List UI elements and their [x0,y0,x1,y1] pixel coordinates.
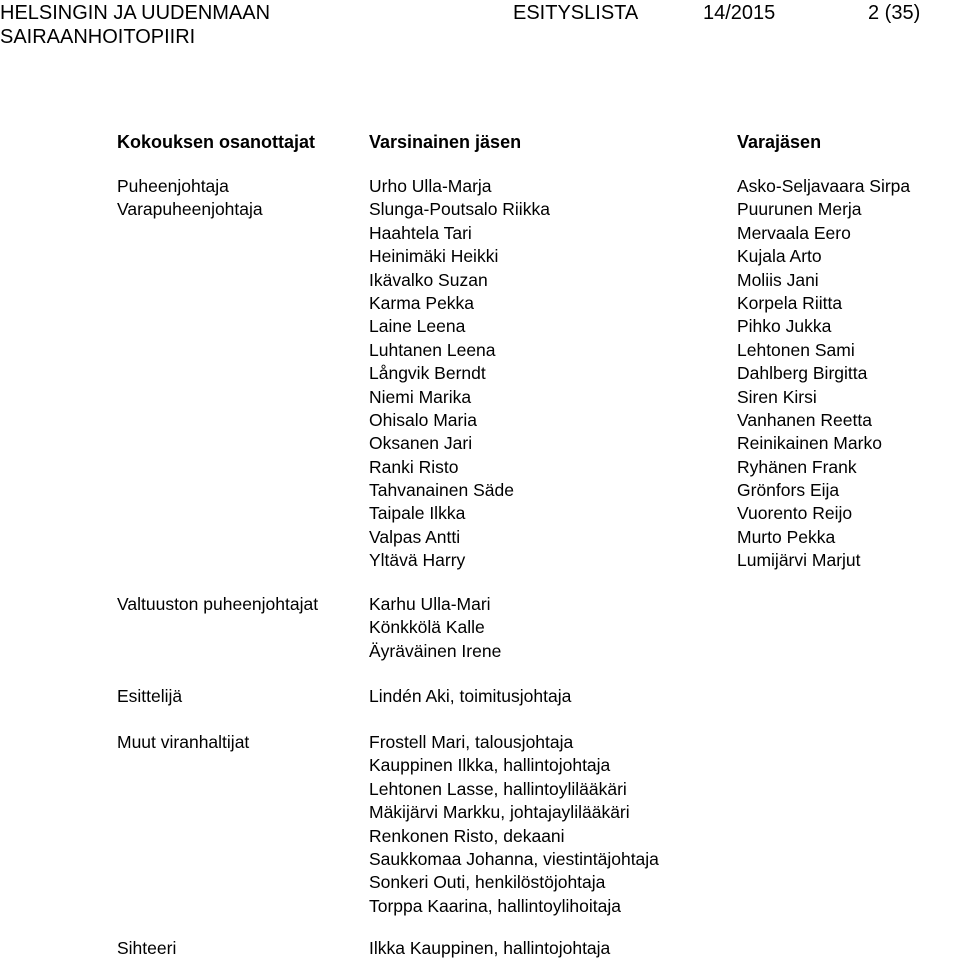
council-chairs-list [369,593,501,663]
heading-member: Varsinainen jäsen [369,132,522,152]
official-name: Lehtonen Lasse, hallintoylilääkäri [369,778,627,799]
other-officials-list [369,731,659,918]
official-name: Sonkeri Outi, henkilöstöjohtaja [369,872,606,893]
deputy-name: Siren Kirsi [737,386,817,407]
deputy-name: Moliis Jani [737,269,819,290]
organization-name-line-2: SAIRAANHOITOPIIRI [0,26,196,48]
deputy-name: Pihko Jukka [737,316,832,337]
deputy-name: Puurunen Merja [737,199,862,220]
official-name: Frostell Mari, talousjohtaja [369,732,574,752]
member-name: Urho Ulla-Marja [369,176,492,196]
member-name: Ohisalo Maria [369,409,477,430]
deputy-name: Dahlberg Birgitta [737,363,868,384]
deputy-name: Asko-Seljavaara Sirpa [737,176,911,196]
member-name: Tahvanainen Säde [369,480,514,501]
secretary-name: Ilkka Kauppinen, hallintojohtaja [369,938,611,958]
official-name: Torppa Kaarina, hallintoylihoitaja [369,895,621,916]
deputy-name: Murto Pekka [737,526,836,547]
deputy-name: Ryhänen Frank [737,456,857,477]
member-name: Långvik Berndt [369,363,486,384]
member-name: Taipale Ilkka [369,503,466,524]
role-chair: Puheenjohtaja [117,176,229,196]
official-name: Renkonen Risto, dekaani [369,825,565,846]
document-number: 14/2015 [703,2,776,24]
heading-deputy: Varajäsen [737,132,822,152]
deputy-name: Lumijärvi Marjut [737,550,861,571]
member-name: Ikävalko Suzan [369,269,488,290]
deputy-name: Vuorento Reijo [737,503,853,524]
presenter-label: Esittelijä [117,686,183,706]
member-name: Haahtela Tari [369,222,472,243]
members-list [369,175,550,573]
organization-name-line-1: HELSINGIN JA UUDENMAAN [0,2,271,24]
council-chair-name: Könkkölä Kalle [369,617,485,638]
deputy-name: Lehtonen Sami [737,339,855,360]
member-name: Niemi Marika [369,386,472,407]
member-name: Luhtanen Leena [369,339,496,360]
deputy-name: Korpela Riitta [737,292,843,313]
deputies-list [737,175,910,573]
member-name: Laine Leena [369,316,466,337]
official-name: Saukkomaa Johanna, viestintäjohtaja [369,848,659,869]
other-officials-label: Muut viranhaltijat [117,732,250,752]
member-name: Karma Pekka [369,292,475,313]
page-number: 2 (35) [868,2,921,24]
secretary-label: Sihteeri [117,938,177,958]
council-chair-name: Karhu Ulla-Mari [369,594,491,614]
member-name: Slunga-Poutsalo Riikka [369,199,550,220]
deputy-name: Grönfors Eija [737,480,840,501]
council-chairs-label: Valtuuston puheenjohtajat [117,594,319,614]
roles-list [117,175,263,222]
deputy-name: Mervaala Eero [737,222,851,243]
member-name: Yltävä Harry [369,550,466,571]
member-name: Heinimäki Heikki [369,246,499,267]
role-vice-chair: Varapuheenjohtaja [117,199,263,220]
document-type: ESITYSLISTA [513,2,639,24]
deputy-name: Kujala Arto [737,246,822,267]
deputy-name: Vanhanen Reetta [737,409,872,430]
official-name: Kauppinen Ilkka, hallintojohtaja [369,755,611,776]
member-name: Ranki Risto [369,456,459,477]
organization-name [0,1,270,49]
presenter-name: Lindén Aki, toimitusjohtaja [369,686,572,706]
member-name: Oksanen Jari [369,433,473,454]
member-name: Valpas Antti [369,526,461,547]
council-chair-name: Äyräväinen Irene [369,640,502,661]
official-name: Mäkijärvi Markku, johtajaylilääkäri [369,802,630,823]
heading-participants: Kokouksen osanottajat [117,132,316,152]
deputy-name: Reinikainen Marko [737,433,882,454]
